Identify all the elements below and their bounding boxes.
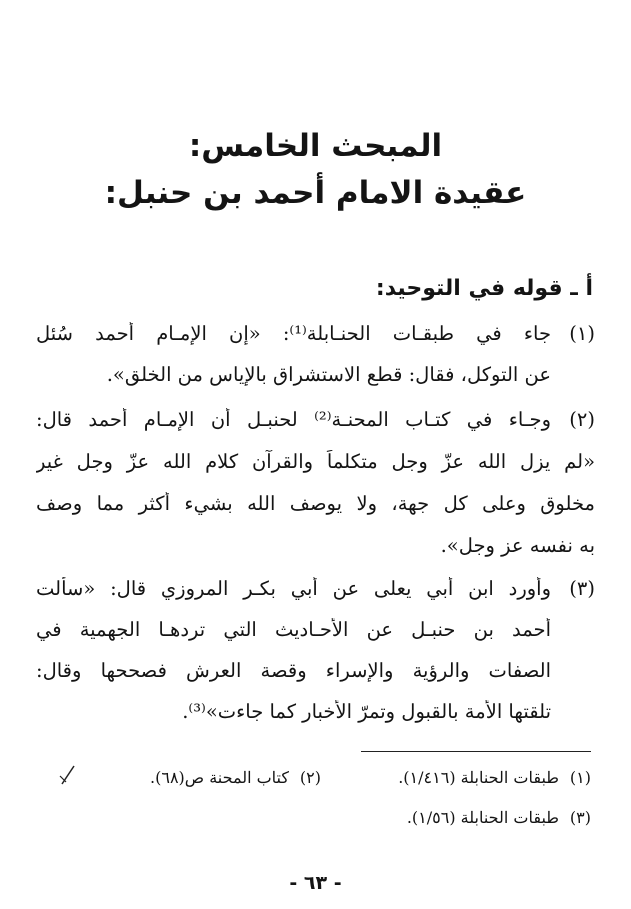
paragraph-line: مخلوق وعلى كل جهة، ولا يوصف الله بشيء أكثر مما وصف <box>36 492 595 515</box>
paragraph-line: «لم يزل الله عزّ وجل متكلماً والقرآن كلام الله عزّ وجل غير <box>36 450 595 473</box>
footnote-text: كتاب المحنة ص(٦٨). <box>150 768 289 787</box>
paragraph-line: به نفسه عز وجل». <box>440 534 595 557</box>
item-number: (٣) <box>569 577 595 600</box>
footnote-text: طبقات الحنابلة (١/٥٦). <box>406 808 559 827</box>
footnote-text: طبقات الحنابلة (١/٤١٦). <box>398 768 559 787</box>
paragraph-line: وأورد ابن أبي يعلى عن أبي بكـر المروزي قال: «سألت <box>36 577 551 600</box>
item-number: (٢) <box>569 408 595 431</box>
paragraph-line: جاء في طبقـات الحنـابلة⁽¹⁾: «إن الإمـام أحمد سُئل <box>36 322 551 345</box>
chapter-title: المبحث الخامس: <box>188 128 443 164</box>
page-number: - ٦٣ - <box>289 872 342 894</box>
pen-mark-icon <box>58 762 78 788</box>
item-number: (١) <box>569 322 595 345</box>
paragraph-line: تلقتها الأمة بالقبول وتمرّ الأخبار كما جاءت»⁽³⁾. <box>182 700 551 723</box>
paragraph-line: وجـاء في كتـاب المحنـة⁽²⁾ لحنبـل أن الإمـام أحمد قال: <box>36 408 551 431</box>
chapter-subtitle: عقيدة الامام أحمد بن حنبل: <box>104 175 527 211</box>
paragraph-line: الصفات والرؤية والإسراء وقصة العرش فصححها وقال: <box>36 659 551 682</box>
paragraph-line: أحمد بن حنبـل عن الأحـاديث التي تردهـا الجهمية في <box>36 618 551 641</box>
section-heading: أ ـ قوله في التوحيد: <box>375 276 593 301</box>
footnote-number: (١) <box>569 768 591 787</box>
footnote-divider <box>361 751 591 752</box>
paragraph-line: عن التوكل، فقال: قطع الاستشراق بالإياس من الخلق». <box>106 363 551 386</box>
footnote-number: (٣) <box>569 808 591 827</box>
footnote-number: (٢) <box>299 768 321 787</box>
